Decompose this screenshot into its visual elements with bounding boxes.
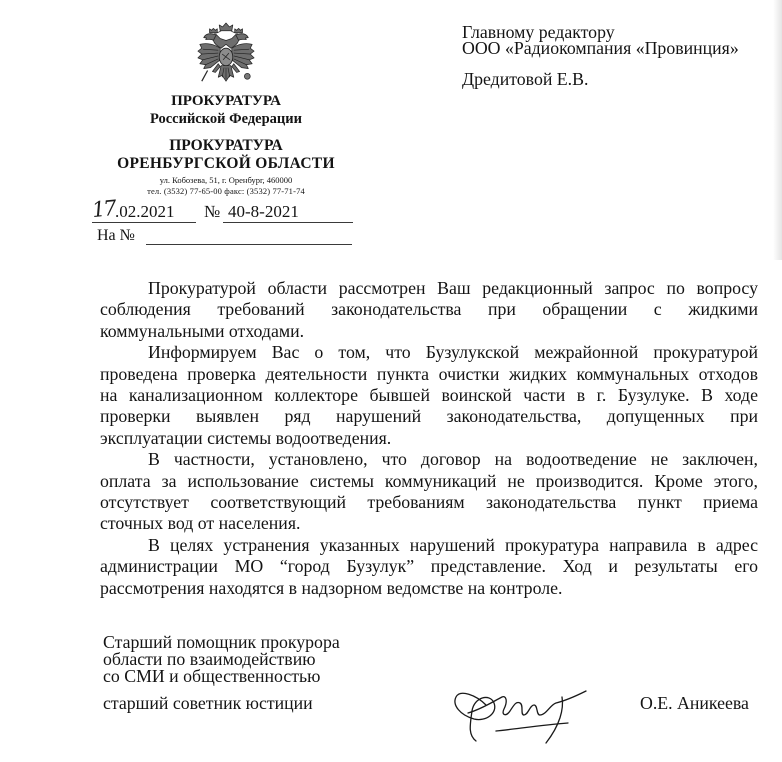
body-line: проведена проверка деятельности пункта очистки жидких коммунальных отходов — [100, 363, 758, 384]
reply-ref-field — [146, 228, 352, 245]
date-day-handwritten: 17 — [90, 195, 116, 223]
outgoing-date-field — [90, 195, 196, 223]
letterhead-dept-region: ОРЕНБУРГСКОЙ ОБЛАСТИ — [117, 155, 335, 172]
letterhead — [96, 0, 356, 200]
body-line: проверки выявлен ряд нарушений законодательства, допущенных при — [100, 406, 758, 427]
outgoing-number-field — [223, 201, 353, 223]
addressee-org: ООО «Радиокомпания «Провинция» — [462, 38, 739, 58]
signer-name: О.Е. Аникеева — [640, 693, 749, 713]
letterhead-org-country: Российской Федерации — [149, 111, 302, 127]
letterhead-address: ул. Кобозева, 51, г. Оренбург, 460000 — [159, 175, 293, 185]
body-line: коммунальными отходами. — [100, 320, 305, 341]
body-line: оплата за использование системы коммуникаций не производится. Кроме этого, — [100, 470, 758, 491]
number-sign-label: № — [204, 202, 221, 221]
letterhead-dept-name: ПРОКУРАТУРА — [169, 137, 283, 154]
body-line: эксплуатации системы водоотведения. — [100, 427, 392, 448]
addressee-name: Дредитовой Е.В. — [462, 69, 589, 89]
body-paragraph — [100, 535, 758, 599]
signer-title-line: области по взаимодействию — [103, 649, 316, 669]
signer-title-line: Старший помощник прокурора — [103, 632, 340, 652]
signer-rank: старший советник юстиции — [103, 693, 313, 713]
body-line: на канализационном коллекторе бывшей воинской части в г. Бузулуке. В ходе — [100, 385, 758, 406]
body-line: В частности, установлено, что договор на водоотведение не заключен, — [148, 449, 758, 470]
body-line: В целях устранения указанных нарушений прокуратура направила в адрес — [148, 534, 758, 555]
body-line: Информируем Вас о том, что Бузулукской межрайонной прокуратурой — [148, 342, 758, 363]
body-line: Прокуратурой области рассмотрен Ваш редакционный запрос по вопросу — [148, 278, 758, 298]
body-paragraph — [100, 278, 758, 342]
letterhead-phones: тел. (3532) 77-65-00 факс: (3532) 77-71-74 — [147, 186, 305, 196]
outgoing-number: 40-8-2021 — [228, 202, 299, 221]
date-month-year: .02.2021 — [115, 202, 175, 221]
body-paragraph — [100, 449, 758, 535]
body-line: сточных вод от населения. — [100, 513, 301, 534]
letterhead-org-name: ПРОКУРАТУРА — [171, 93, 281, 109]
signature-block — [103, 634, 403, 685]
signer-title-line: со СМИ и общественностью — [103, 666, 321, 686]
reply-ref-label: На № — [97, 227, 135, 244]
body-line: администрации МО “город Бузулук” представление. Ход и результаты его — [100, 556, 758, 577]
addressee-title: Главному редактору — [462, 22, 615, 42]
body-paragraph — [100, 342, 758, 449]
body-line: рассмотрения находятся в надзорном ведомстве на контроле. — [100, 577, 563, 598]
body-line: соблюдения требований законодательства при обращении с жидкими — [100, 299, 758, 320]
scan-edge-shadow — [773, 0, 782, 260]
handwritten-signature — [446, 675, 596, 750]
letter-body — [100, 278, 758, 599]
body-line: отсутствует соответствующий требованиям законодательства пункт приема — [100, 492, 758, 513]
